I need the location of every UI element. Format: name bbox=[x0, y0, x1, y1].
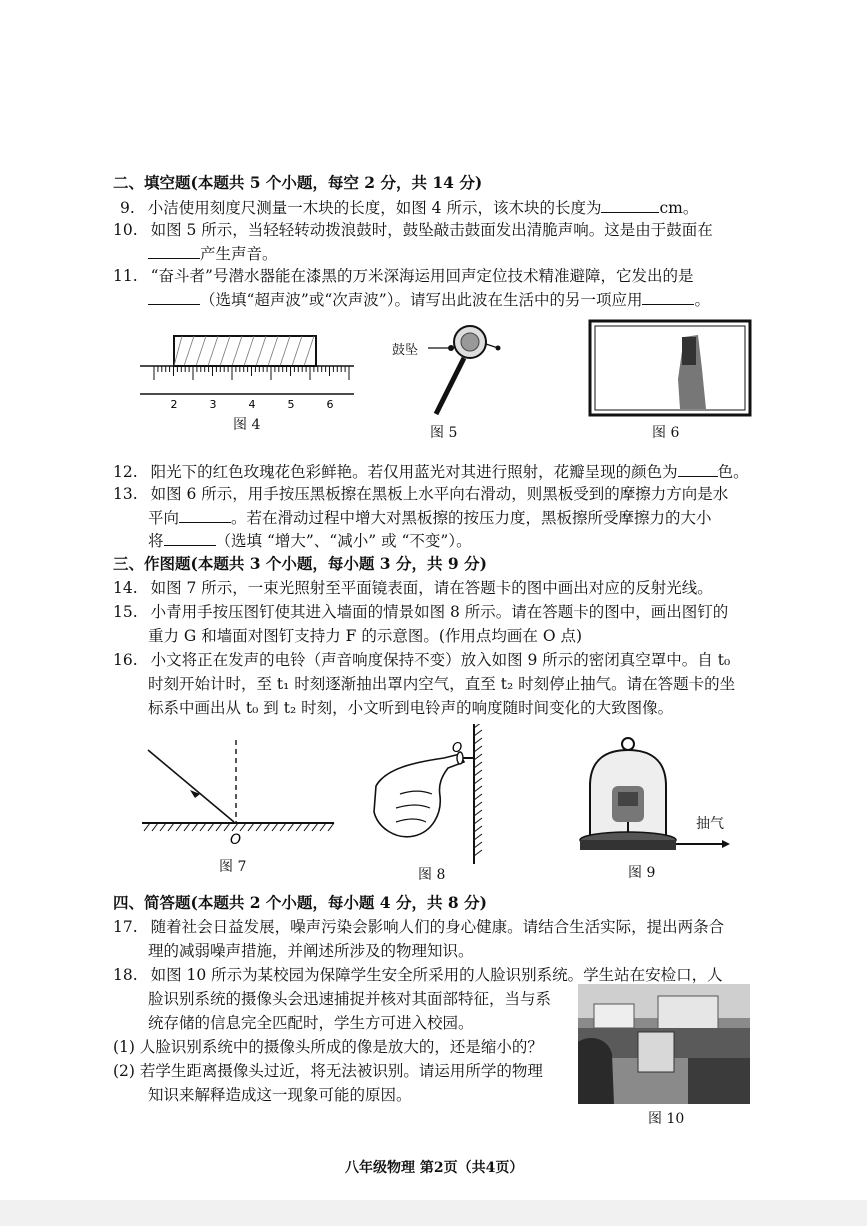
question-15-line-2: 重力 G 和墙面对图钉支持力 F 的示意图。(作用点均画在 O 点) bbox=[148, 627, 583, 645]
wall-hatch-line bbox=[474, 770, 482, 776]
mirror-hatch-line bbox=[328, 823, 334, 831]
wall-hatch-line bbox=[474, 778, 482, 784]
mirror-hatch-line bbox=[216, 823, 222, 831]
figure-6-blackboard bbox=[588, 319, 752, 417]
question-13-line-3 bbox=[148, 529, 472, 552]
page-footer: 八年级物理 第2页（共4页） bbox=[345, 1160, 524, 1176]
question-13-line-1: 如图 6 所示，用手按压黑板擦在黑板上水平向右滑动，则黑板受到的摩擦力方向是水 bbox=[150, 485, 729, 503]
answer-blank[interactable] bbox=[642, 288, 694, 305]
question-13-l3b: （选填 “增大”、“减小” 或 “不变”）。 bbox=[215, 532, 472, 550]
question-17-number: 17. bbox=[113, 918, 138, 936]
question-13 bbox=[113, 483, 728, 505]
question-16-line-1: 小文将正在发声的电铃（声音响度保持不变）放入如图 9 所示的密闭真空罩中。自 t₀ bbox=[150, 651, 731, 669]
wall-hatch-line bbox=[474, 794, 482, 800]
question-11-end: 。 bbox=[694, 291, 710, 309]
question-17-line-1: 随着社会日益发展，噪声污染会影响人们的身心健康。请结合生活实际，提出两条合 bbox=[150, 918, 725, 936]
question-13-l2a: 平向 bbox=[148, 509, 180, 527]
question-9 bbox=[120, 196, 698, 219]
wall-hatch-line bbox=[474, 842, 482, 848]
figure-9-caption: 图 9 bbox=[628, 865, 656, 881]
question-17 bbox=[113, 916, 724, 938]
question-13-number: 13. bbox=[113, 485, 138, 503]
ruler-tick-label: 6 bbox=[326, 398, 334, 410]
question-16-line-2: 时刻开始计时，至 t₁ 时刻逐渐抽出罩内空气，直至 t₂ 时刻停止抽气。请在答题卡的坐 bbox=[148, 675, 736, 693]
mirror-hatch-line bbox=[256, 823, 262, 831]
question-10-number: 10. bbox=[113, 221, 138, 239]
question-14-number: 14. bbox=[113, 579, 138, 597]
answer-blank[interactable] bbox=[164, 529, 216, 546]
mirror-hatch-line bbox=[320, 823, 326, 831]
question-12-end: 色。 bbox=[717, 463, 749, 481]
figure-9-label: 抽气 bbox=[696, 816, 724, 832]
figure-5-label: 鼓坠 bbox=[392, 343, 419, 358]
question-13-l2b: 。若在滑动过程中增大对黑板擦的按压力度，黑板擦所受摩擦力的大小 bbox=[231, 509, 712, 527]
mirror-hatch-line bbox=[168, 823, 174, 831]
question-11 bbox=[113, 265, 693, 287]
question-15 bbox=[113, 601, 728, 623]
figure-8-hand-pin bbox=[356, 724, 496, 864]
mirror-hatch-line bbox=[304, 823, 310, 831]
question-10-tail: 产生声音。 bbox=[200, 245, 278, 263]
question-18-number: 18. bbox=[113, 966, 138, 984]
figure-10-caption: 图 10 bbox=[648, 1111, 685, 1127]
question-9-number: 9. bbox=[120, 199, 135, 217]
question-18-part-2: (2) 若学生距离摄像头过近，将无法被识别。请运用所学的物理 bbox=[113, 1062, 543, 1080]
wall-hatch-line bbox=[474, 762, 482, 768]
mirror-hatch-line bbox=[224, 823, 230, 831]
question-14-text: 如图 7 所示，一束光照射至平面镜表面，请在答题卡的图中画出对应的反射光线。 bbox=[150, 579, 713, 597]
question-10-line-2 bbox=[148, 242, 278, 265]
section-2-heading: 二、填空题(本题共 5 个小题，每空 2 分，共 14 分) bbox=[113, 173, 483, 192]
wall-hatch-line bbox=[474, 754, 482, 760]
ruler-tick-label: 4 bbox=[248, 398, 256, 410]
mirror-hatch-line bbox=[280, 823, 286, 831]
mirror-hatch-line bbox=[248, 823, 254, 831]
question-10-line-1: 如图 5 所示，当轻轻转动拨浪鼓时，鼓坠敲击鼓面发出清脆声响。这是由于鼓面在 bbox=[150, 221, 713, 239]
mirror-hatch-line bbox=[200, 823, 206, 831]
question-12 bbox=[113, 460, 749, 483]
ruler-tick-label: 5 bbox=[287, 398, 295, 410]
figure-4-ruler bbox=[136, 332, 358, 410]
figure-4-caption: 图 4 bbox=[233, 417, 261, 433]
answer-blank[interactable] bbox=[678, 460, 718, 477]
section-3-heading: 三、作图题(本题共 3 个小题，每小题 3 分，共 9 分) bbox=[113, 554, 487, 573]
wall-hatch-line bbox=[474, 724, 482, 728]
answer-blank[interactable] bbox=[148, 288, 200, 305]
question-16 bbox=[113, 649, 730, 671]
mirror-hatch-line bbox=[208, 823, 214, 831]
scan-bottom-strip bbox=[0, 1200, 867, 1226]
wall-hatch-line bbox=[474, 786, 482, 792]
question-12-number: 12. bbox=[113, 463, 138, 481]
question-18-line-2: 脸识别系统的摄像头会迅速捕捉并核对其面部特征，当与系 bbox=[148, 990, 552, 1008]
question-11-line-2 bbox=[148, 288, 710, 311]
figure-7-caption: 图 7 bbox=[219, 859, 247, 875]
wall-hatch-line bbox=[474, 850, 482, 856]
wall-hatch-line bbox=[474, 802, 482, 808]
question-9-text: 小洁使用刻度尺测量一木块的长度，如图 4 所示，该木块的长度为 bbox=[147, 199, 602, 217]
wall-hatch-line bbox=[474, 810, 482, 816]
answer-blank[interactable] bbox=[601, 196, 659, 213]
question-15-number: 15. bbox=[113, 603, 138, 621]
figure-5-caption: 图 5 bbox=[430, 425, 458, 441]
mirror-hatch-line bbox=[240, 823, 246, 831]
question-10 bbox=[113, 219, 713, 241]
ruler-tick-label: 2 bbox=[170, 398, 178, 410]
question-13-line-2 bbox=[148, 506, 712, 529]
mirror-hatch-line bbox=[312, 823, 318, 831]
question-16-number: 16. bbox=[113, 651, 138, 669]
figure-9-bell-jar bbox=[572, 736, 732, 862]
figure-8-caption: 图 8 bbox=[418, 867, 446, 883]
question-13-l3a: 将 bbox=[148, 532, 164, 550]
mirror-hatch-line bbox=[232, 823, 238, 831]
question-11-number: 11. bbox=[113, 267, 138, 285]
question-18-line-1: 如图 10 所示为某校园为保障学生安全所采用的人脸识别系统。学生站在安检口，人 bbox=[150, 966, 723, 984]
mirror-hatch-line bbox=[272, 823, 278, 831]
figure-10-photo bbox=[578, 984, 750, 1104]
figure-7-mirror bbox=[140, 738, 336, 846]
mirror-hatch-line bbox=[160, 823, 166, 831]
question-11-mid: （选填“超声波”或“次声波”）。请写出此波在生活中的另一项应用 bbox=[200, 291, 643, 309]
question-15-line-1: 小青用手按压图钉使其进入墙面的情景如图 8 所示。请在答题卡的图中，画出图钉的 bbox=[150, 603, 729, 621]
figure-7-point-label: O bbox=[230, 832, 242, 846]
wall-hatch-line bbox=[474, 738, 482, 744]
question-12-text: 阳光下的红色玫瑰花色彩鲜艳。若仅用蓝光对其进行照射，花瓣呈现的颜色为 bbox=[150, 463, 678, 481]
question-18 bbox=[113, 964, 723, 986]
ruler-tick-label: 3 bbox=[209, 398, 217, 410]
question-16-line-3: 标系中画出从 t₀ 到 t₂ 时刻，小文听到电铃声的响度随时间变化的大致图像。 bbox=[148, 699, 674, 717]
mirror-hatch-line bbox=[176, 823, 182, 831]
question-18-part-1: (1) 人脸识别系统中的摄像头所成的像是放大的，还是缩小的？ bbox=[113, 1038, 543, 1056]
question-18-line-3: 统存储的信息完全匹配时，学生方可进入校园。 bbox=[148, 1014, 474, 1032]
question-9-unit: cm。 bbox=[659, 199, 699, 217]
mirror-hatch-line bbox=[184, 823, 190, 831]
mirror-hatch-line bbox=[296, 823, 302, 831]
mirror-hatch-line bbox=[152, 823, 158, 831]
question-17-line-2: 理的减弱噪声措施，并阐述所涉及的物理知识。 bbox=[148, 942, 474, 960]
wall-hatch-line bbox=[474, 834, 482, 840]
question-18-part-2-line-2: 知识来解释造成这一现象可能的原因。 bbox=[148, 1086, 412, 1104]
wall-hatch-line bbox=[474, 746, 482, 752]
figure-6-caption: 图 6 bbox=[652, 425, 680, 441]
figure-5-drum bbox=[388, 318, 512, 418]
question-11-line-1: “奋斗者”号潜水器能在漆黑的万米深海运用回声定位技术精准避障，它发出的是 bbox=[150, 267, 694, 285]
answer-blank[interactable] bbox=[148, 242, 200, 259]
wall-hatch-line bbox=[474, 826, 482, 832]
wall-hatch-line bbox=[474, 730, 482, 736]
mirror-hatch-line bbox=[264, 823, 270, 831]
answer-blank[interactable] bbox=[179, 506, 231, 523]
mirror-hatch-line bbox=[144, 823, 150, 831]
figure-8-point-label: O bbox=[452, 741, 463, 756]
mirror-hatch-line bbox=[192, 823, 198, 831]
wall-hatch-line bbox=[474, 818, 482, 824]
mirror-hatch-line bbox=[288, 823, 294, 831]
question-14 bbox=[113, 577, 713, 599]
section-4-heading: 四、简答题(本题共 2 个小题，每小题 4 分，共 8 分) bbox=[113, 893, 487, 912]
